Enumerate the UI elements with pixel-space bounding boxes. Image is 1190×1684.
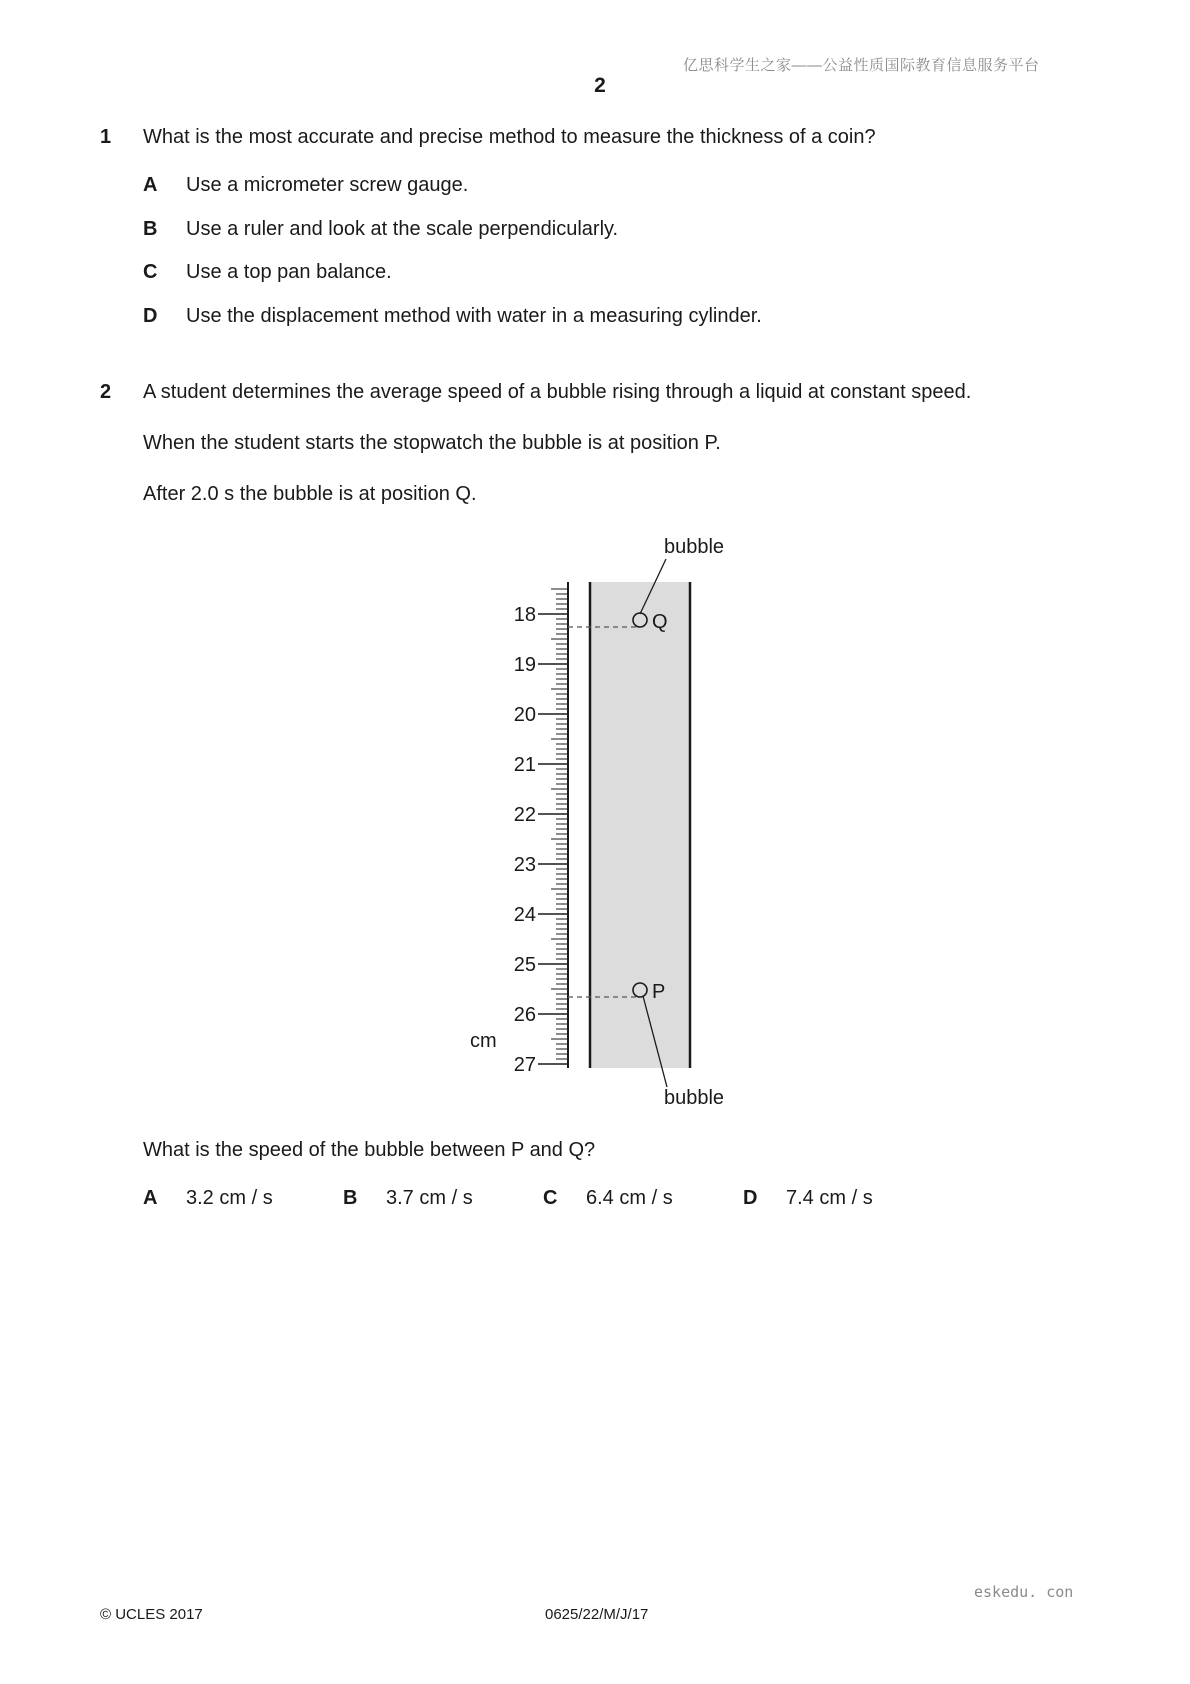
question-2-prompt: What is the speed of the bubble between P and Q? (143, 1139, 596, 1161)
q2-option-text: 3.7 cm / s (386, 1187, 473, 1209)
scale-label: 26 (513, 1004, 536, 1026)
scale-label: 21 (513, 754, 536, 776)
q2-option-text: 3.2 cm / s (186, 1187, 273, 1209)
liquid-column (590, 582, 690, 1068)
q1-option-letter: D (143, 305, 158, 327)
scale-label: 20 (513, 704, 536, 726)
question-2-line: After 2.0 s the bubble is at position Q. (143, 483, 477, 505)
q1-option-letter: C (143, 261, 158, 283)
ruler-scale-labels (514, 604, 536, 1076)
q1-option-text: Use a top pan balance. (186, 261, 392, 283)
q2-option-text: 7.4 cm / s (786, 1187, 873, 1209)
watermark-top: 亿思科学生之家——公益性质国际教育信息服务平台 (683, 57, 1040, 74)
bubble-label-bottom: bubble (664, 1087, 725, 1109)
scale-label: 23 (513, 854, 536, 876)
question-1-number: 1 (100, 126, 112, 148)
q1-option-letter: A (143, 174, 158, 196)
scale-label: 27 (513, 1054, 536, 1076)
q2-option-letter: C (543, 1187, 558, 1209)
q1-option-text: Use a micrometer screw gauge. (186, 174, 469, 196)
q1-option-letter: B (143, 218, 158, 240)
question-2-line: A student determines the average speed of a bubble rising through a liquid at constant speed. (143, 381, 972, 403)
q2-option-letter: A (143, 1187, 158, 1209)
page-number: 2 (594, 74, 606, 97)
scale-label: 22 (513, 804, 536, 826)
scale-label: 25 (513, 954, 536, 976)
unit-label: cm (470, 1030, 497, 1052)
q2-option-letter: D (743, 1187, 758, 1209)
footer-code: 0625/22/M/J/17 (545, 1606, 649, 1623)
scale-label: 19 (513, 654, 536, 676)
ruler-ticks (538, 589, 568, 1064)
point-p-label: P (652, 981, 666, 1003)
q2-option-letter: B (343, 1187, 358, 1209)
bubble-label-top: bubble (664, 536, 725, 558)
question-1-text: What is the most accurate and precise method to measure the thickness of a coin? (143, 126, 876, 148)
q1-option-text: Use a ruler and look at the scale perpendicularly. (186, 218, 619, 240)
q2-option-text: 6.4 cm / s (586, 1187, 673, 1209)
question-2-number: 2 (100, 381, 112, 403)
question-2-line: When the student starts the stopwatch the bubble is at position P. (143, 432, 721, 454)
q1-option-text: Use the displacement method with water in a measuring cylinder. (186, 305, 762, 327)
watermark-bottom: eskedu. con (974, 1583, 1074, 1601)
scale-label: 24 (513, 904, 536, 926)
point-q-label: Q (652, 611, 668, 633)
scale-label: 18 (513, 604, 536, 626)
footer-copyright: © UCLES 2017 (100, 1606, 203, 1623)
